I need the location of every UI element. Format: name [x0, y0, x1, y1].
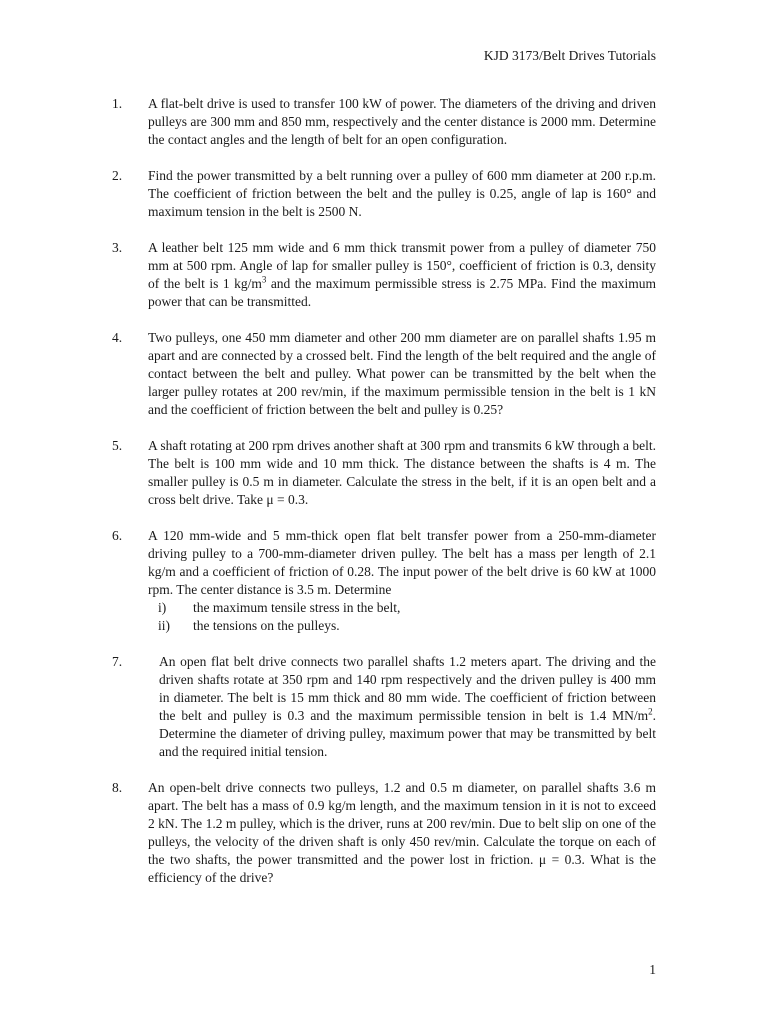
problem-4 [112, 329, 656, 419]
sub-item-text: the maximum tensile stress in the belt, [193, 600, 401, 615]
problem-text-part: An open flat belt drive connects two parallel shafts 1.2 meters apart. The driving and the driven shafts rotate at 350 rpm and 140 rpm respectively and the driven pulley is 400 mm in diameter. The belt is 15 mm thick and 80 mm wide. The coefficient of friction between the belt and pulley is 0.3 and the maximum permissible tension in belt is 1.4 MN/m [159, 654, 656, 723]
problem-list [112, 95, 656, 905]
problem-3 [112, 239, 656, 311]
problem-number: 3. [112, 240, 123, 255]
problem-text: An open-belt drive connects two pulleys, 1.2 and 0.5 m diameter, on parallel shafts 3.6 m apart. The belt has a mass of 0.9 kg/m length, and the maximum tension in it is not to exceed 2 kN. The 1.2 m pulley, which is the driver, runs at 200 rev/min. Due to belt slip on one of the pulleys, the velocity of the driven shaft is only 450 rev/min. Calculate the torque on each of the two shafts, the power transmitted and the power lost in friction. μ = 0.3. What is the efficiency of the drive? [148, 780, 656, 885]
superscript: 2 [648, 706, 653, 717]
problem-text: A shaft rotating at 200 rpm drives another shaft at 300 rpm and transmits 6 kW through a belt. The belt is 100 mm wide and 10 mm thick. The distance between the shafts is 4 m. The smaller pulley is 0.5 m in diameter. Calculate the stress in the belt, if it is an open belt and a cross belt drive. Take μ = 0.3. [148, 438, 656, 507]
sub-item-number: i) [158, 600, 167, 615]
problem-text: A 120 mm-wide and 5 mm-thick open flat belt transfer power from a 250-mm-diameter driving pulley to a 700-mm-diameter driven pulley. The belt has a mass per length of 2.1 kg/m and a coefficient of friction of 0.28. The input power of the belt drive is 60 kW at 1000 rpm. The center distance is 3.5 m. Determine [148, 528, 656, 597]
problem-text [148, 653, 656, 761]
problem-2 [112, 167, 656, 221]
sub-item [148, 617, 656, 635]
problem-8 [112, 779, 656, 887]
problem-5 [112, 437, 656, 509]
problem-number: 5. [112, 438, 123, 453]
problem-body [148, 527, 656, 635]
problem-number: 1. [112, 96, 123, 111]
superscript: 3 [261, 274, 267, 285]
problem-number: 2. [112, 168, 123, 183]
problem-text: Find the power transmitted by a belt running over a pulley of 600 mm diameter at 200 r.p.m. The coefficient of friction between the belt and the pulley is 0.25, angle of lap is 160° and maximum tension in the belt is 2500 N. [148, 168, 656, 219]
problem-text-part: . Determine the diameter of driving pulley, maximum power that may be transmitted by belt and the required initial tension. [159, 708, 656, 759]
problem-text-part: A leather belt 125 mm wide and 6 mm thick transmit power from a pulley of diameter 750 mm at 500 rpm. Angle of lap for smaller pulley is 150°, coefficient of friction is 0.3, density of the belt is 1 kg/m [148, 240, 656, 291]
problem-text [148, 239, 656, 311]
sub-item [148, 599, 656, 617]
problem-number: 7. [112, 654, 123, 669]
problem-number: 6. [112, 528, 123, 543]
problem-text-part: and the maximum permissible stress is 2.75 MPa. Find the maximum power that can be transmitted. [148, 276, 656, 309]
problem-text: Two pulleys, one 450 mm diameter and other 200 mm diameter are on parallel shafts 1.95 m apart and are connected by a crossed belt. Find the length of the belt required and the angle of contact between the belt and pulley. What power can be transmitted by the belt when the larger pulley rotates at 200 rev/min, if the maximum permissible tension in the belt is 1 kN and the coefficient of friction between the belt and pulley is 0.25? [148, 330, 656, 417]
header-course-title: KJD 3173/Belt Drives Tutorials [483, 48, 656, 63]
problem-text: A flat-belt drive is used to transfer 100 kW of power. The diameters of the driving and driven pulleys are 300 mm and 850 mm, respectively and the center distance is 2000 mm. Determine the contact angles and the length of belt for an open configuration. [148, 96, 656, 147]
problem-1 [112, 95, 656, 149]
problem-7 [112, 653, 656, 761]
sub-item-text: the tensions on the pulleys. [193, 618, 340, 633]
problem-number: 8. [112, 780, 123, 795]
problem-6 [112, 527, 656, 635]
page-number: 1 [649, 962, 656, 977]
sub-item-number: ii) [158, 618, 170, 633]
problem-number: 4. [112, 330, 123, 345]
